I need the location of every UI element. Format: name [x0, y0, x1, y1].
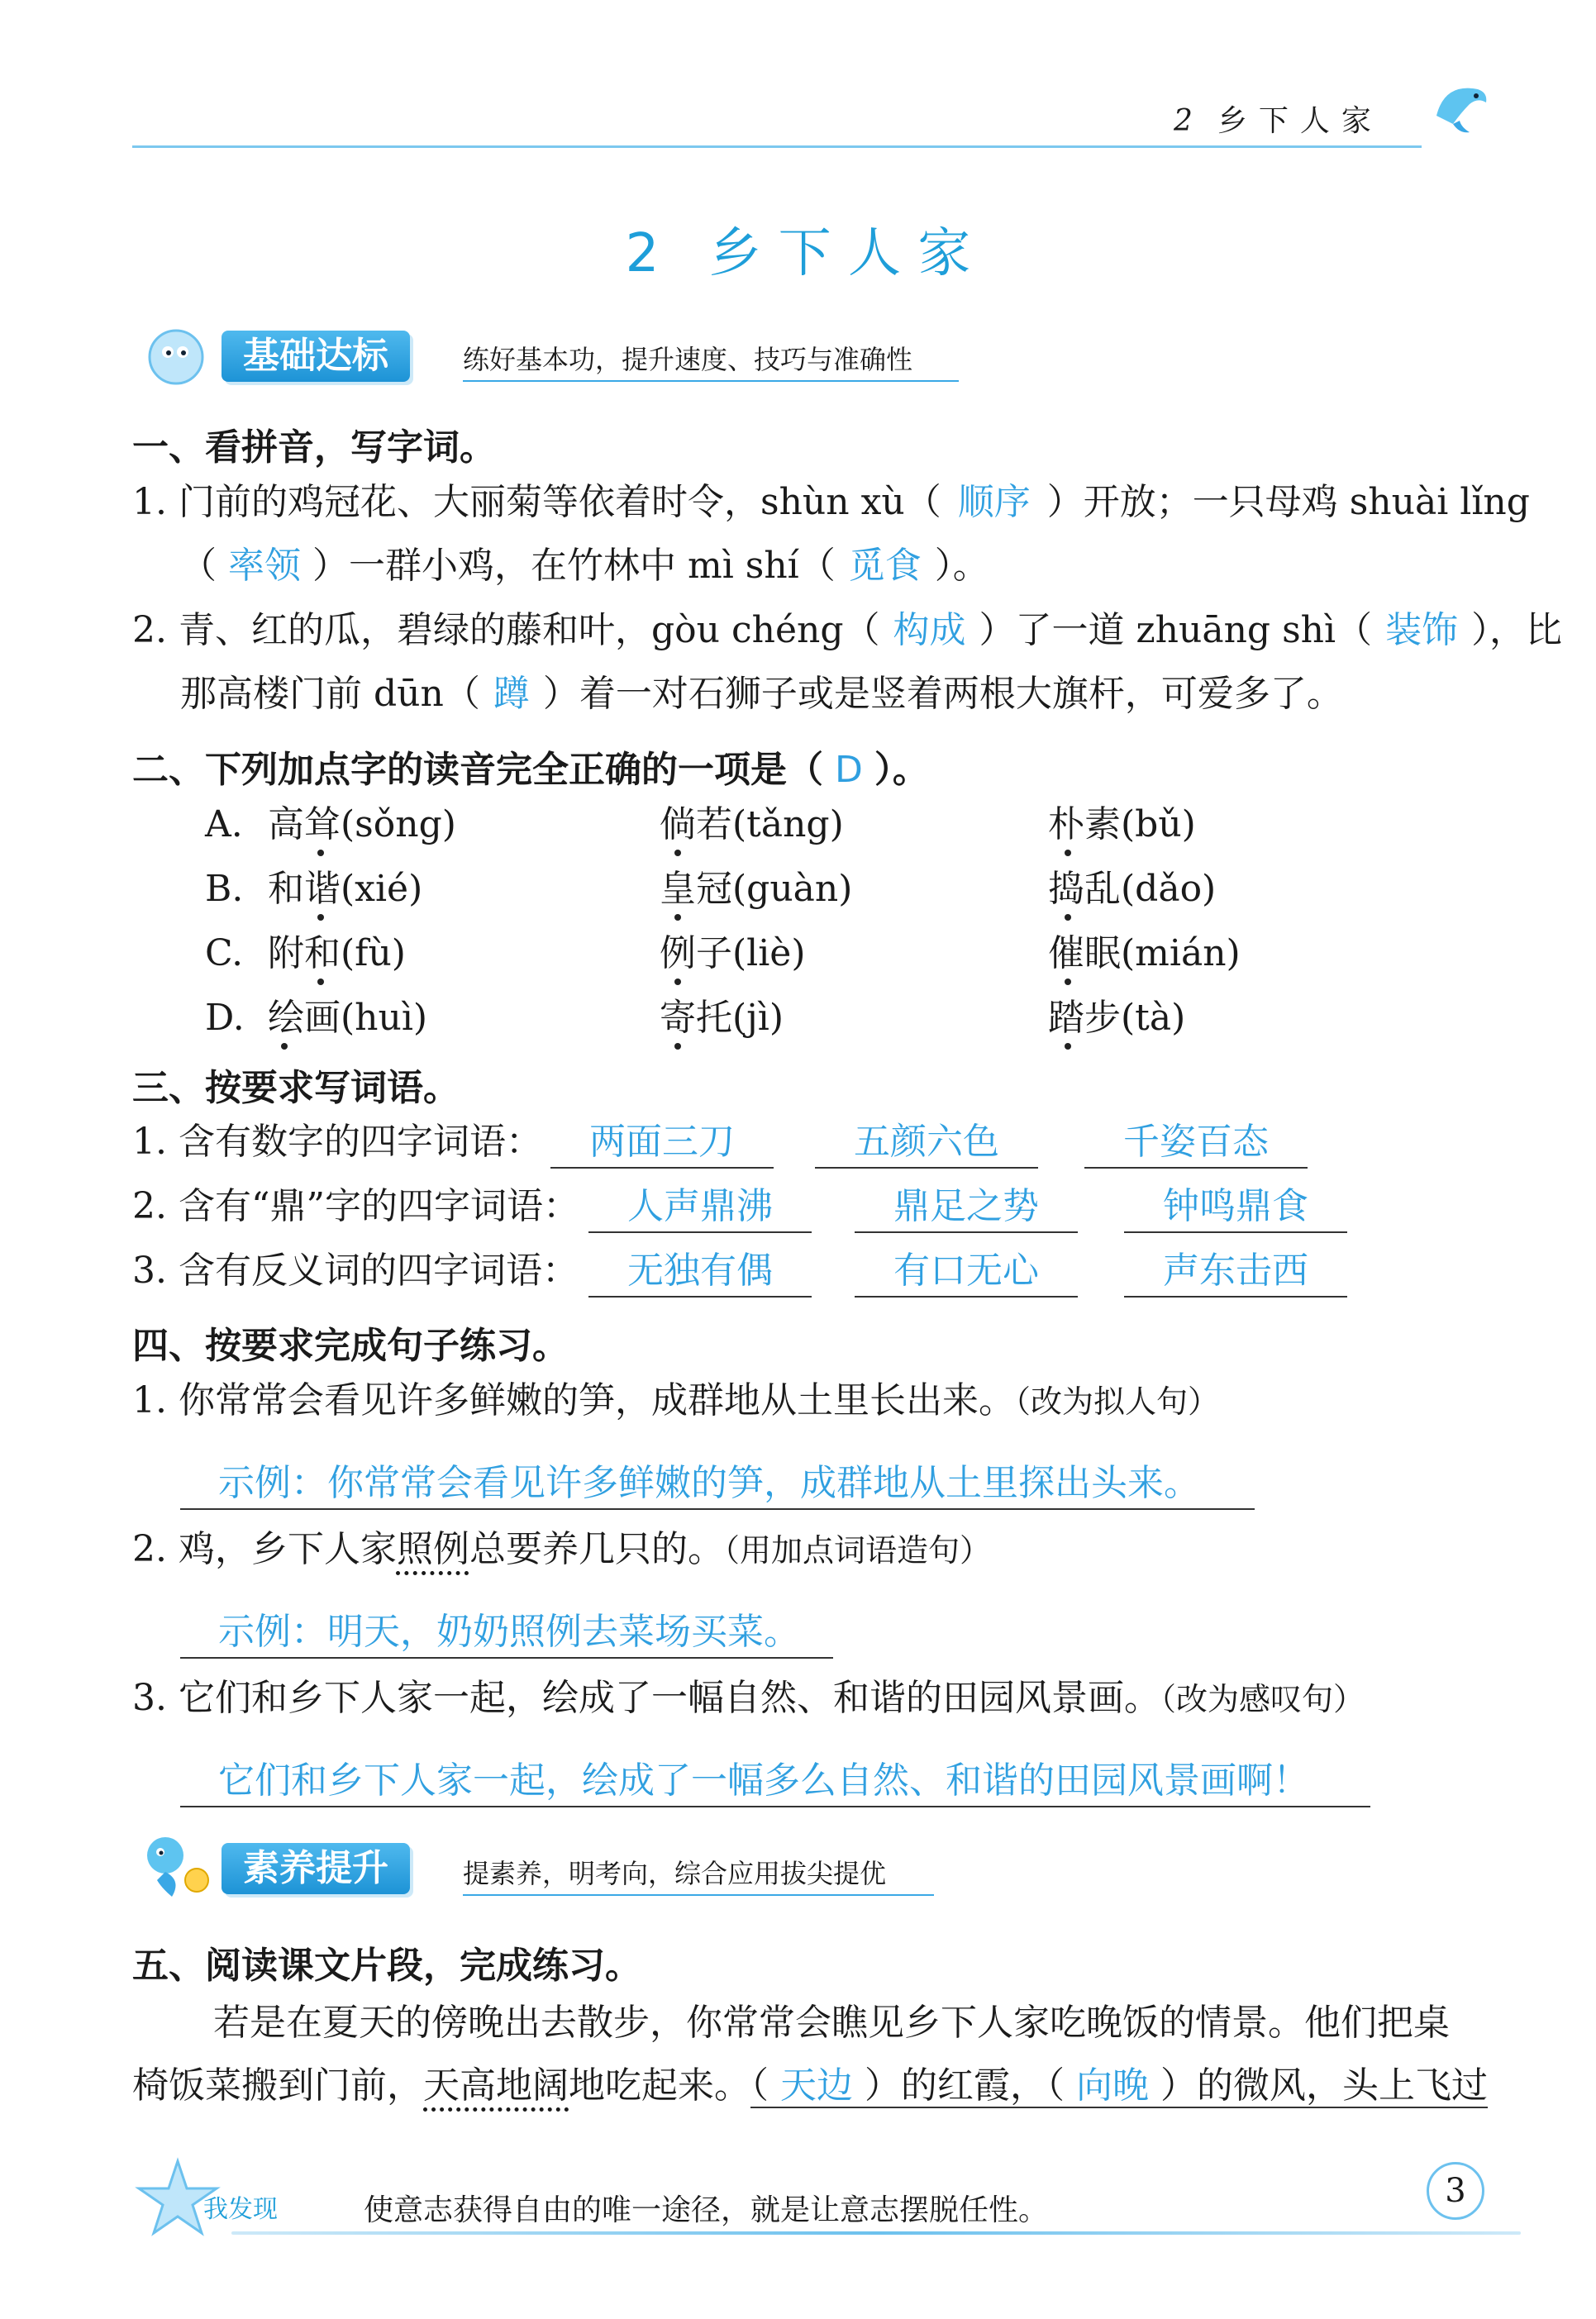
- s2-option-item-1: 附和(fù): [268, 932, 406, 974]
- s4-q3: [132, 1674, 1365, 1724]
- s2-option-item-3: 催眠(mián): [1048, 932, 1241, 974]
- s4-q1-answer: 示例：你常常会看见许多鲜嫩的笋，成群地从土里探出头来。: [180, 1459, 1255, 1510]
- s3-row-3-answer-a: 无独有偶: [588, 1246, 812, 1298]
- s2-option-item-2: 倘若(tǎng): [660, 803, 844, 845]
- s2-answer: D: [835, 749, 863, 791]
- s1-q1-text-b: ）开放；一只母鸡 shuài lǐng: [1046, 481, 1530, 523]
- s2-option-a: [205, 800, 1445, 850]
- s1-q2-line1: [132, 606, 1562, 655]
- s1-q2-line2: [180, 669, 1343, 719]
- s5-answer-1: 天边: [780, 2064, 853, 2107]
- s5-text-a: 椅饭菜搬到门前，: [132, 2064, 423, 2107]
- banner-basic-subtitle: 练好基本功，提升速度、技巧与准确性: [463, 339, 959, 382]
- section-3-heading: 三、按要求写词语。: [132, 1067, 460, 1109]
- pufferfish-icon: [131, 324, 222, 393]
- banner-basic: [222, 331, 410, 382]
- s3-row-3-label: 3. 含有反义词的四字词语：: [132, 1250, 579, 1292]
- footer-wave: [231, 2231, 1521, 2235]
- banner-advance-label: 素养提升: [243, 1847, 388, 1889]
- s3-row-1-label: 1. 含有数字的四字词语：: [132, 1121, 542, 1163]
- s3-row-2-answer-a: 人声鼎沸: [588, 1182, 812, 1233]
- section-5-heading: 五、阅读课文片段，完成练习。: [132, 1945, 641, 1987]
- dolphin-icon: [1428, 74, 1494, 144]
- s2-option-d: [205, 993, 1445, 1043]
- page-number: 3: [1427, 2162, 1484, 2220]
- s4-q3-text: 3. 它们和乡下人家一起，绘成了一幅自然、和谐的田园风景画。: [132, 1677, 1160, 1719]
- s4-q2-pre: 2. 鸡，乡下人家: [132, 1528, 397, 1570]
- s2-option-item-1: 绘画(huì): [268, 997, 428, 1039]
- s3-row-2-answer-c: 钟鸣鼎食: [1124, 1182, 1347, 1233]
- s3-row-3-answer-c: 声东击西: [1124, 1246, 1347, 1298]
- s3-row-1-answer-a: 两面三刀: [550, 1117, 774, 1169]
- s5-paragraph-line2: [132, 2061, 1488, 2111]
- s5-dotted-phrase: 天高地阔: [423, 2064, 569, 2107]
- banner-advance-subtitle: 提素养，明考向，综合应用拔尖提优: [463, 1853, 934, 1896]
- header-chapter: [1174, 98, 1383, 140]
- s2-option-item-1: 和谐(xié): [268, 868, 423, 910]
- s1-q2-answer-1: 构成: [893, 609, 966, 651]
- s4-q1-text: 1. 你常常会看见许多鲜嫩的笋，成群地从土里长出来。: [132, 1379, 1015, 1421]
- s2-option-item-3: 捣乱(dǎo): [1048, 868, 1217, 910]
- header-chapter-name: 乡下人家: [1217, 104, 1383, 138]
- s1-q1-text-e: ）。: [934, 545, 989, 587]
- s2-option-item-3: 朴素(bǔ): [1048, 803, 1196, 845]
- s1-q1-answer-2: 率领: [228, 545, 301, 587]
- footer-quote: 使意志获得自由的唯一途径，就是让意志摆脱任性。: [364, 2193, 1049, 2227]
- page-title: [0, 211, 1596, 287]
- banner-advance: [222, 1843, 410, 1894]
- banner-basic-label: 基础达标: [243, 335, 388, 377]
- s1-q2-number: 2.: [132, 609, 167, 651]
- s4-q1-note: （改为拟人句）: [1014, 1383, 1219, 1420]
- section-4-heading: 四、按要求完成句子练习。: [132, 1325, 569, 1367]
- footer-badge: 我发现: [203, 2195, 278, 2224]
- s1-q1-answer-3: 觅食: [848, 545, 922, 587]
- s5-answer-2: 向晚: [1076, 2064, 1149, 2107]
- s4-q2-note: （用加点词语造句）: [723, 1532, 991, 1569]
- s2-option-letter: B.: [205, 868, 244, 910]
- seahorse-icon: [132, 1831, 223, 1908]
- s5-blank-group: [750, 2064, 1488, 2108]
- s3-row-1-answer-c: 千姿百态: [1084, 1117, 1308, 1169]
- s2-option-item-2: 皇冠(guàn): [660, 868, 853, 910]
- s5-paragraph-line1: 若是在夏天的傍晚出去散步，你常常会瞧见乡下人家吃晚饭的情景。他们把桌: [213, 2002, 1450, 2044]
- s5-text-b: 地吃起来。: [569, 2064, 750, 2107]
- s1-q2-text-c: ），比: [1471, 609, 1563, 651]
- s4-q2-dotted-word: 照例: [396, 1528, 469, 1570]
- s2-option-item-1: 高耸(sǒng): [268, 803, 456, 845]
- s1-q2-answer-3: 蹲: [493, 673, 530, 715]
- header-chapter-number: 2: [1174, 104, 1193, 138]
- section-2-heading-end: ）。: [874, 749, 929, 791]
- s3-row-2-answer-b: 鼎足之势: [855, 1182, 1078, 1233]
- s2-option-item-2: 例子(liè): [660, 932, 806, 974]
- s4-q1: [132, 1376, 1219, 1426]
- s1-q2-text-a: 青、红的瓜，碧绿的藤和叶，gòu chéng（: [178, 609, 880, 651]
- s4-q2: [132, 1525, 991, 1575]
- s2-option-item-3: 踏步(tà): [1048, 997, 1186, 1039]
- s2-option-c: [205, 929, 1445, 979]
- section-2-heading-row: [132, 740, 929, 793]
- s1-q2-text-e: ）着一对石狮子或是竖着两根大旗杆，可爱多了。: [542, 673, 1343, 715]
- title-number: 2: [625, 223, 660, 284]
- s1-q1-text-c: （: [180, 545, 217, 587]
- s1-q1-number: 1.: [132, 481, 167, 523]
- s2-option-item-2: 寄托(jì): [660, 997, 784, 1039]
- s1-q1-text-d: ）一群小鸡，在竹林中 mì shí（: [312, 545, 836, 587]
- section-2-heading: 二、下列加点字的读音完全正确的一项是（: [132, 749, 823, 791]
- s2-option-letter: D.: [205, 997, 245, 1039]
- s1-q2-answer-2: 装饰: [1385, 609, 1459, 651]
- title-text: 乡 下 人 家: [708, 223, 971, 284]
- s1-q1-line2: [180, 541, 989, 591]
- s2-option-b: [205, 864, 1445, 914]
- s1-q2-text-b: ）了一道 zhuāng shì（: [979, 609, 1373, 651]
- s5-blank-open: （: [750, 2064, 769, 2107]
- s4-q2-answer: 示例：明天，奶奶照例去菜场买菜。: [180, 1607, 833, 1659]
- s2-option-letter: C.: [205, 932, 244, 974]
- s3-row-2-label: 2. 含有“鼎”字的四字词语：: [132, 1185, 579, 1227]
- s3-row-1-answer-b: 五颜六色: [815, 1117, 1038, 1169]
- s4-q2-post: 总要养几只的。: [469, 1528, 724, 1570]
- s3-row-3-answer-b: 有口无心: [855, 1246, 1078, 1298]
- s4-q3-answer: 它们和乡下人家一起，绘成了一幅多么自然、和谐的田园风景画啊！: [180, 1756, 1370, 1807]
- s5-text-mid: ）的红霞，（: [865, 2064, 1065, 2107]
- s4-q3-note: （改为感叹句）: [1160, 1681, 1365, 1717]
- s1-q1-answer-1: 顺序: [957, 481, 1031, 523]
- s2-option-letter: A.: [205, 803, 243, 845]
- s5-text-c: ）的微风，头上飞过: [1160, 2064, 1488, 2107]
- s1-q1-line1: [132, 478, 1530, 527]
- s1-q1-text-a: 门前的鸡冠花、大丽菊等依着时令，shùn xù（: [178, 481, 941, 523]
- section-1-heading: 一、看拼音，写字词。: [132, 426, 496, 469]
- s1-q2-text-d: 那高楼门前 dūn（: [180, 673, 480, 715]
